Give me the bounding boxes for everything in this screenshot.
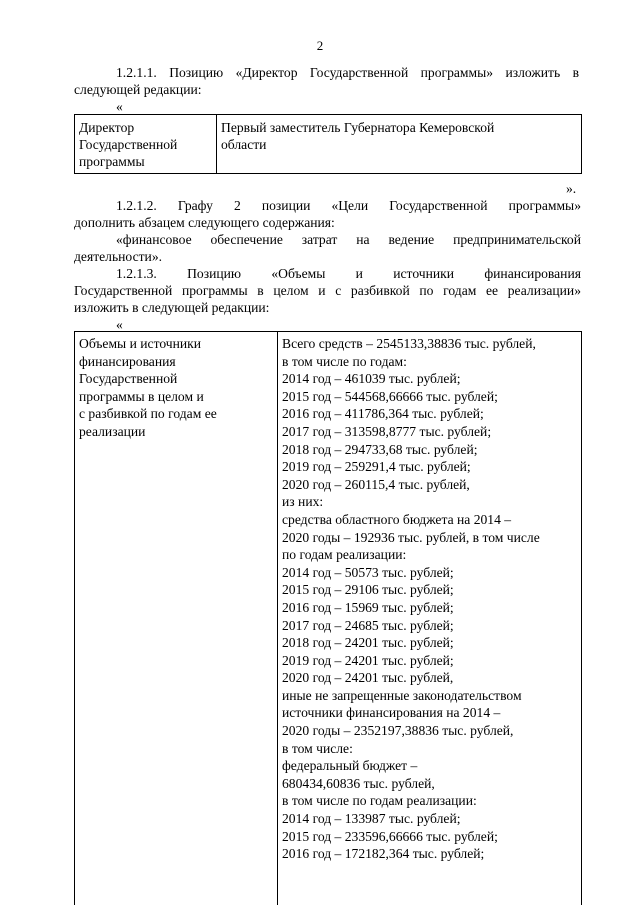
funding-table-right-line: из них: [282,494,324,510]
funding-table-right-line: по годам реализации: [282,547,407,563]
funding-table-right-line: 2015 год – 233596,66666 тыс. рублей; [282,828,498,844]
director-table [74,114,582,174]
funding-table-right-line: 2015 год – 29106 тыс. рублей; [282,582,454,598]
funding-table-left-line: программы в целом и [79,388,204,404]
director-table-right-line: Первый заместитель Губернатора Кемеровской [221,120,495,135]
funding-table-right-line: в том числе по годам реализации: [282,793,477,809]
funding-table-right-line: 2016 год – 172182,364 тыс. рублей; [282,846,485,862]
paragraph-1-line-1: 1.2.1.1. Позицию «Директор Государственной программы» изложить в [116,65,579,80]
close-quote-1: ». [566,181,577,196]
paragraph-2-line-1: 1.2.1.2. Графу 2 позиции «Цели Государственной программы» [116,198,581,213]
funding-table-right-line: 2014 год – 50573 тыс. рублей; [282,564,454,580]
funding-table-right-line: 2017 год – 313598,8777 тыс. рублей; [282,423,492,439]
funding-table-left-line: с разбивкой по годам ее [79,406,217,422]
paragraph-2-line-3: «финансовое обеспечение затрат на ведение предпринимательской [116,232,581,247]
funding-table-right-line: 2014 год – 461039 тыс. рублей; [282,371,461,387]
funding-table-right-line: 2015 год – 544568,66666 тыс. рублей; [282,388,498,404]
funding-table-right-line: 2020 годы – 192936 тыс. рублей, в том числе [282,529,540,545]
open-quote-2: « [116,317,123,332]
funding-table-right-line: 2019 год – 24201 тыс. рублей; [282,652,454,668]
director-table-left-line: Директор [79,120,135,135]
paragraph-3-line-2: Государственной программы в целом и с разбивкой по годам ее реализации» [74,283,581,298]
paragraph-2-line-2: дополнить абзацем следующего содержания: [74,215,335,230]
funding-table-right-line: 2014 год – 133987 тыс. рублей; [282,811,461,827]
director-table-right-cell [217,115,581,173]
funding-table-right-line: источники финансирования на 2014 – [282,705,501,721]
funding-table-right-line: 2018 год – 24201 тыс. рублей; [282,635,454,651]
director-table-left-line: программы [79,154,145,169]
director-table-right-line: области [221,137,267,152]
funding-table-left-line: Объемы и источники [79,336,202,351]
director-table-left-cell [75,115,217,173]
funding-table-right-cell [278,332,581,905]
funding-table-left-cell [75,332,278,905]
funding-table-right-line: 2016 год – 15969 тыс. рублей; [282,599,454,615]
paragraph-3-line-1: 1.2.1.3. Позицию «Объемы и источники финансирования [116,266,581,281]
page-number: 2 [316,38,324,53]
funding-table-right-line: 2020 годы – 2352197,38836 тыс. рублей, [282,723,514,739]
paragraph-1-line-2: следующей редакции: [74,82,202,97]
funding-table-right-line: в том числе: [282,740,353,756]
funding-table-right-line: 2018 год – 294733,68 тыс. рублей; [282,441,478,457]
funding-table-left-line: финансирования [79,353,176,369]
funding-table-left-line: Государственной [79,371,178,387]
open-quote-1: « [116,99,123,114]
funding-table-right-line: средства областного бюджета на 2014 – [282,511,512,527]
funding-table-right-line: иные не запрещенные законодательством [282,687,522,703]
funding-table-right-line: 2016 год – 411786,364 тыс. рублей; [282,406,484,422]
funding-table-left-line: реализации [79,423,146,439]
funding-table-right-line: 680434,60836 тыс. рублей, [282,775,435,791]
director-table-left-line: Государственной [79,137,178,152]
funding-table [74,331,582,905]
funding-table-right-line: 2020 год – 260115,4 тыс. рублей, [282,476,470,492]
funding-table-right-line: Всего средств – 2545133,38836 тыс. рублей, [282,336,536,351]
funding-table-right-line: 2020 год – 24201 тыс. рублей, [282,670,454,686]
funding-table-right-line: 2017 год – 24685 тыс. рублей; [282,617,454,633]
funding-table-right-line: в том числе по годам: [282,353,407,369]
funding-table-right-line: федеральный бюджет – [282,758,418,774]
funding-table-right-line: 2019 год – 259291,4 тыс. рублей; [282,459,471,475]
paragraph-3-line-3: изложить в следующей редакции: [74,300,270,315]
paragraph-2-line-4: деятельности». [74,249,163,264]
